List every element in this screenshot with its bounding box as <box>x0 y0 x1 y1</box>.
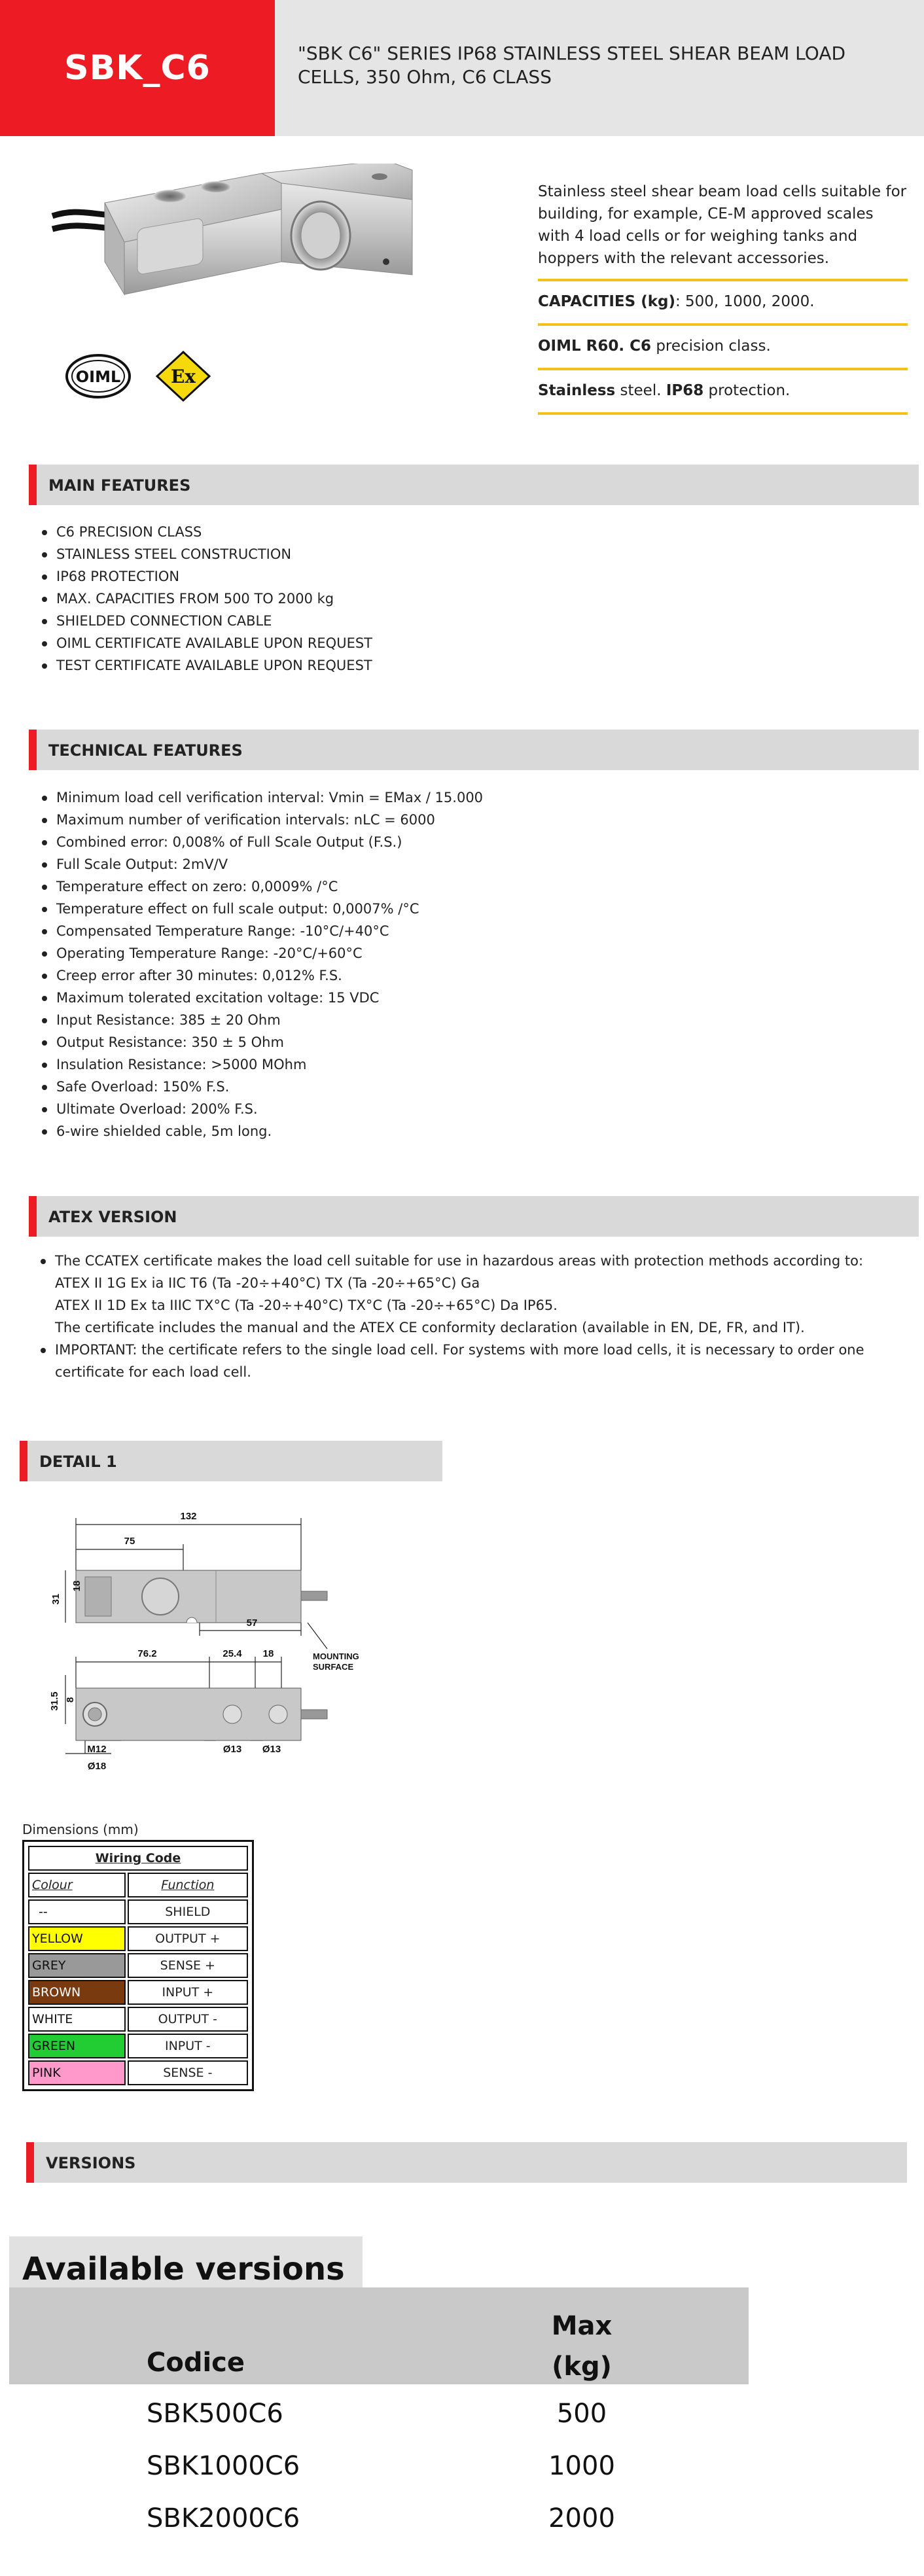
svg-text:18: 18 <box>71 1580 82 1592</box>
product-description <box>538 181 908 415</box>
detail-header <box>20 1441 442 1481</box>
brand-box <box>0 0 275 136</box>
version-max-kg: 1000 <box>548 2451 615 2481</box>
wire-colour: -- <box>28 1899 126 1924</box>
version-code: SBK2000C6 <box>147 2503 300 2533</box>
technical-drawing <box>20 1492 386 1806</box>
svg-text:OIML: OIML <box>75 368 121 386</box>
atex-paragraph: The CCATEX certificate makes the load cell suitable for use in hazardous areas with protection methods according to: ATEX II 1G Ex ia IIC T6 (Ta -20÷+40°C) TX (Ta -20÷+65°C) Ga ATEX II 1D Ex ta IIIC TX°C (Ta -20÷+40°C) TX°C (Ta -20÷+65°C) Da IP65. The certificate includes the manual and the ATEX CE conformity declaration (available in EN, DE, FR, and IT). <box>39 1250 916 1339</box>
list-item: Minimum load cell verification interval: Vmin = EMax / 15.000 <box>41 786 891 809</box>
col-colour: Colour <box>28 1873 126 1897</box>
table-row <box>28 1926 248 1951</box>
table-row <box>28 1980 248 2005</box>
available-versions-table <box>9 2236 749 2564</box>
table-row <box>28 2007 248 2032</box>
table-row <box>28 1899 248 1924</box>
wire-colour: GREY <box>28 1953 126 1978</box>
svg-text:132: 132 <box>180 1511 197 1522</box>
list-item: IP68 PROTECTION <box>41 565 891 588</box>
list-item: Combined error: 0,008% of Full Scale Output (F.S.) <box>41 831 891 853</box>
atex-header <box>29 1196 919 1237</box>
atex-logo <box>157 352 209 400</box>
list-item: Maximum number of verification intervals: nLC = 6000 <box>41 809 891 831</box>
section-title: VERSIONS <box>46 2154 136 2172</box>
svg-text:31.5: 31.5 <box>49 1691 60 1711</box>
table-row <box>28 2034 248 2058</box>
dimensions-note: Dimensions (mm) <box>22 1822 139 1837</box>
table-row <box>9 2386 749 2437</box>
section-title: ATEX VERSION <box>48 1208 177 1226</box>
section-title: TECHNICAL FEATURES <box>48 741 243 760</box>
section-title: DETAIL 1 <box>39 1453 117 1471</box>
table-header <box>9 2287 749 2384</box>
main-features-list <box>41 521 891 677</box>
oiml-row: OIML R60. C6 precision class. <box>538 326 908 370</box>
list-item: 6-wire shielded cable, 5m long. <box>41 1120 891 1142</box>
main-features-header <box>29 465 919 505</box>
section-title: MAIN FEATURES <box>48 476 191 495</box>
svg-text:75: 75 <box>124 1536 135 1547</box>
col-code: Codice <box>147 2348 245 2378</box>
col-function: Function <box>128 1873 248 1897</box>
list-item: MAX. CAPACITIES FROM 500 TO 2000 kg <box>41 588 891 610</box>
material-row: Stainless steel. IP68 protection. <box>538 370 908 415</box>
svg-text:8: 8 <box>65 1697 76 1703</box>
technical-features-list <box>41 786 891 1142</box>
version-code: SBK1000C6 <box>147 2451 300 2481</box>
oiml-logo <box>67 355 130 397</box>
wiring-code-table <box>22 1840 254 2091</box>
version-max-kg: 500 <box>556 2399 607 2429</box>
list-item: Creep error after 30 minutes: 0,012% F.S. <box>41 964 891 987</box>
atex-important: IMPORTANT: the certificate refers to the single load cell. For systems with more load cells, it is necessary to order one certificate for each load cell. <box>39 1339 916 1383</box>
table-row <box>9 2438 749 2489</box>
svg-text:25.4: 25.4 <box>222 1648 242 1659</box>
svg-text:31: 31 <box>50 1593 62 1605</box>
load-cell-photo <box>46 164 452 347</box>
list-item: Temperature effect on zero: 0,0009% /°C <box>41 875 891 898</box>
svg-text:M12: M12 <box>87 1744 107 1755</box>
list-item: Ultimate Overload: 200% F.S. <box>41 1098 891 1120</box>
list-item: STAINLESS STEEL CONSTRUCTION <box>41 543 891 565</box>
table-row <box>9 2490 749 2541</box>
wire-colour: GREEN <box>28 2034 126 2058</box>
wire-function: SENSE - <box>128 2060 248 2085</box>
list-item: Full Scale Output: 2mV/V <box>41 853 891 875</box>
list-item: OIML CERTIFICATE AVAILABLE UPON REQUEST <box>41 632 891 654</box>
table-row <box>28 1953 248 1978</box>
list-item: Insulation Resistance: >5000 MOhm <box>41 1053 891 1076</box>
svg-text:Ø13: Ø13 <box>222 1744 242 1755</box>
wire-colour: BROWN <box>28 1980 126 2005</box>
wire-colour: PINK <box>28 2060 126 2085</box>
page-title: "SBK C6" SERIES IP68 STAINLESS STEEL SHEAR BEAM LOAD CELLS, 350 Ohm, C6 CLASS <box>298 43 846 88</box>
svg-text:Ø18: Ø18 <box>87 1761 107 1772</box>
list-item: SHIELDED CONNECTION CABLE <box>41 610 891 632</box>
list-item: Safe Overload: 150% F.S. <box>41 1076 891 1098</box>
wire-function: OUTPUT + <box>128 1926 248 1951</box>
capacities-row: CAPACITIES (kg): 500, 1000, 2000. <box>538 281 908 326</box>
list-item: Operating Temperature Range: -20°C/+60°C <box>41 942 891 964</box>
table-title: Available versions <box>22 2251 345 2287</box>
version-code: SBK500C6 <box>147 2399 283 2429</box>
list-item: Compensated Temperature Range: -10°C/+40°C <box>41 920 891 942</box>
wiring-title: Wiring Code <box>28 1846 248 1871</box>
list-item: Output Resistance: 350 ± 5 Ohm <box>41 1031 891 1053</box>
list-item: Maximum tolerated excitation voltage: 15 VDC <box>41 987 891 1009</box>
list-item: Temperature effect on full scale output: 0,0007% /°C <box>41 898 891 920</box>
col-max: Max (kg) <box>551 2311 613 2382</box>
versions-header <box>26 2142 907 2183</box>
intro-text: Stainless steel shear beam load cells suitable for building, for example, CE-M approved scales with 4 load cells or for weighing tanks and hoppers with the relevant accessories. <box>538 181 908 281</box>
atex-text <box>39 1250 916 1383</box>
wire-function: INPUT - <box>128 2034 248 2058</box>
wire-function: OUTPUT - <box>128 2007 248 2032</box>
svg-text:18: 18 <box>262 1648 274 1659</box>
certification-logos <box>59 347 222 406</box>
svg-text:76.2: 76.2 <box>137 1648 157 1659</box>
svg-text:MOUNTING: MOUNTING <box>313 1651 359 1661</box>
list-item: TEST CERTIFICATE AVAILABLE UPON REQUEST <box>41 654 891 677</box>
technical-features-header <box>29 730 919 770</box>
wire-function: INPUT + <box>128 1980 248 2005</box>
wire-colour: WHITE <box>28 2007 126 2032</box>
brand-title: SBK_C6 <box>64 48 211 88</box>
svg-text:57: 57 <box>246 1617 258 1629</box>
page-header <box>0 0 924 136</box>
list-item: C6 PRECISION CLASS <box>41 521 891 543</box>
list-item: Input Resistance: 385 ± 20 Ohm <box>41 1009 891 1031</box>
table-row <box>28 2060 248 2085</box>
wire-colour: YELLOW <box>28 1926 126 1951</box>
svg-text:SURFACE: SURFACE <box>313 1662 354 1672</box>
wire-function: SENSE + <box>128 1953 248 1978</box>
wire-function: SHIELD <box>128 1899 248 1924</box>
svg-text:Ø13: Ø13 <box>262 1744 281 1755</box>
svg-text:Ex: Ex <box>170 366 196 387</box>
version-max-kg: 2000 <box>548 2503 615 2533</box>
